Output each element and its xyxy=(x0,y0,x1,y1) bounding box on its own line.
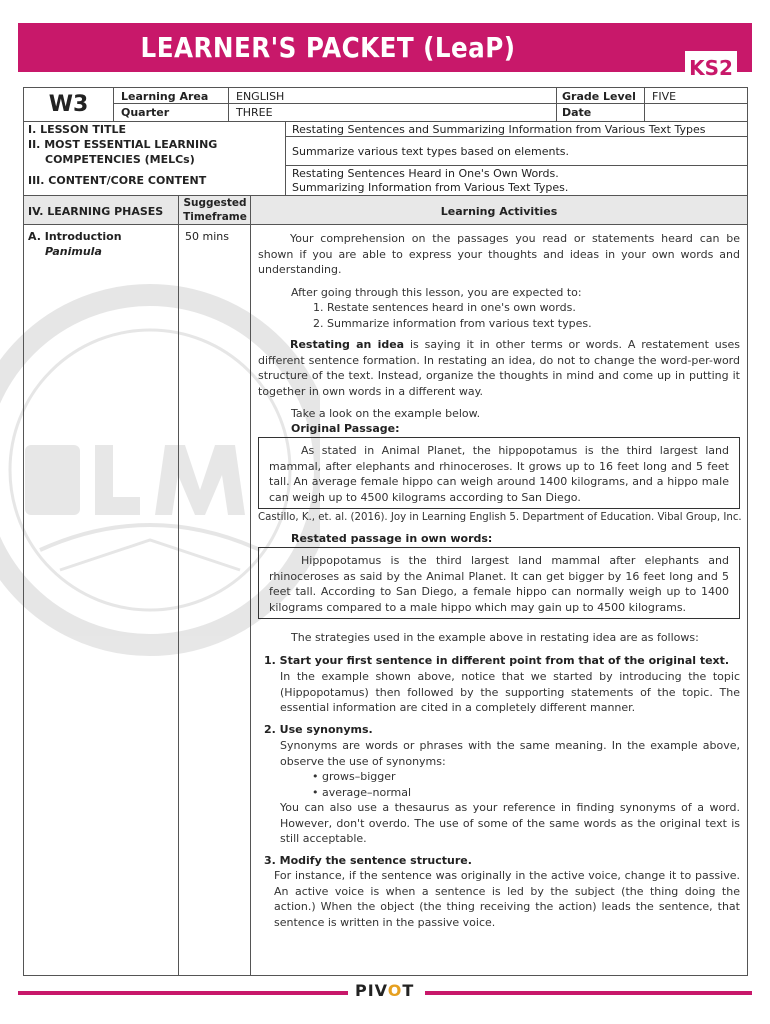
phase-sub: Panimula xyxy=(45,245,102,258)
date-label: Date xyxy=(562,106,592,119)
phase-time: 50 mins xyxy=(185,230,229,243)
strategy-1-text: In the example shown above, notice that we started by introducing the topic (Hippopotamus) then followed by the supporting statements of the topic. The essential information are cited in a completely different manner. xyxy=(280,670,740,715)
melc-label-line1: II. MOST ESSENTIAL LEARNING xyxy=(28,138,218,151)
strategy-3-title: 3. Modify the sentence structure. xyxy=(264,854,472,867)
footer-line-right xyxy=(425,991,752,995)
learning-area-value: ENGLISH xyxy=(236,90,285,103)
phase-name: A. Introduction xyxy=(28,230,122,243)
footer-line-left xyxy=(18,991,348,995)
content-label: III. CONTENT/CORE CONTENT xyxy=(28,174,207,187)
timeframe-header-line1: Suggested xyxy=(183,197,247,209)
example-intro: Take a look on the example below. xyxy=(291,407,481,420)
intro-paragraph: Your comprehension on the passages you read or statements heard can be shown if you are able to express your thoughts and ideas in your own words and understanding. xyxy=(258,232,740,277)
bullet-icon: • xyxy=(312,786,322,799)
strategy-1-title: 1. Start your first sentence in different point from that of the original text. xyxy=(264,654,730,667)
phases-header-label: IV. LEARNING PHASES xyxy=(28,205,164,218)
objective-1: 1. Restate sentences heard in one's own words. xyxy=(313,301,576,314)
pivot-logo-part-3: T xyxy=(402,981,415,1000)
pivot-logo xyxy=(355,981,420,1003)
info-divider xyxy=(114,103,748,104)
activities-header-label: Learning Activities xyxy=(440,205,558,218)
restated-passage-label: Restated passage in own words: xyxy=(291,532,493,545)
strategy-3-text: For instance, if the sentence was originally in the active voice, change it to passive. An active voice is when a sentence is led by the subject (the thing doing the action.) When the object (the thing receiving the action) leads the sentence, that sentence is written in the passive voice. xyxy=(274,869,740,929)
synonym-bullet-1-text: grows–bigger xyxy=(322,770,396,783)
citation: Castillo, K., et. al. (2016). Joy in Learning English 5. Department of Education. Vibal Group, Inc. xyxy=(258,512,742,523)
week-badge: W3 xyxy=(23,87,114,122)
original-passage: As stated in Animal Planet, the hippopotamus is the third largest land mammal, after elephants and rhinoceroses. It grows up to 16 feet long and 5 feet tall. An average female hippo can weigh around 1400 kilograms, and a hippo male can weigh up to 4500 kilograms according to San Diego. xyxy=(258,437,740,509)
grade-level-value: FIVE xyxy=(652,90,677,103)
bullet-icon: • xyxy=(312,770,322,783)
synonym-bullet-2-text: average–normal xyxy=(322,786,412,799)
content-value-line2: Summarizing Information from Various Text Types. xyxy=(292,181,569,194)
ks-badge-label: KS2 xyxy=(689,56,733,80)
grade-level-label: Grade Level xyxy=(562,90,636,103)
strategies-intro: The strategies used in the example above in restating idea are as follows: xyxy=(291,631,699,644)
strategy-2-title: 2. Use synonyms. xyxy=(264,723,373,736)
strategy-2-text-2: You can also use a thesaurus as your reference in finding synonyms of a word. However, don't overdo. The use of some of the same words as the original text is still acceptable. xyxy=(280,801,740,846)
quarter-label: Quarter xyxy=(121,106,170,119)
melc-value: Summarize various text types based on elements. xyxy=(292,145,569,158)
quarter-value: THREE xyxy=(236,106,273,119)
pivot-logo-part-2: O xyxy=(387,981,403,1000)
restating-paragraph xyxy=(258,337,740,399)
pivot-logo-part-1: PIV xyxy=(355,981,388,1000)
content-value-line1: Restating Sentences Heard in One's Own Words. xyxy=(292,167,559,180)
timeframe-header-line2: Timeframe xyxy=(183,211,247,223)
lesson-title-value: Restating Sentences and Summarizing Information from Various Text Types xyxy=(292,123,706,136)
synonym-bullet-2 xyxy=(312,785,612,801)
learning-area-label: Learning Area xyxy=(121,90,209,103)
packet-title: LEARNER'S PACKET (LeaP) xyxy=(140,31,516,64)
objective-2: 2. Summarize information from various text types. xyxy=(313,317,592,330)
restating-term: Restating an idea xyxy=(290,338,405,351)
melc-label-line2: COMPETENCIES (MELCs) xyxy=(45,153,195,166)
strategy-2-text: Synonyms are words or phrases with the same meaning. In the example above, observe the use of synonyms: xyxy=(280,739,740,768)
restated-passage: Hippopotamus is the third largest land mammal after elephants and rhinoceroses as said by the Animal Planet. It can get bigger by 16 feet long and 5 feet tall. According to San Diego, a female hippo can normally weigh up to 1400 kilograms compared to a male hippo which may gain up to 4500 kilograms. xyxy=(258,547,740,619)
lesson-col-divider xyxy=(285,121,286,196)
expected-line: After going through this lesson, you are expected to: xyxy=(291,286,582,299)
ks-badge xyxy=(685,51,737,85)
restating-definition: is saying it in other terms or words. A restatement uses different sentence formation. In restating an idea, do not to change the word-per-word structure of the text. Instead, organize the thoughts in mind and come up in putting it together in own words in a different way. xyxy=(258,338,740,398)
lesson-title-label: I. LESSON TITLE xyxy=(28,123,126,136)
synonym-bullet-1 xyxy=(312,769,612,785)
header-banner xyxy=(18,23,752,80)
original-passage-label: Original Passage: xyxy=(291,422,400,435)
